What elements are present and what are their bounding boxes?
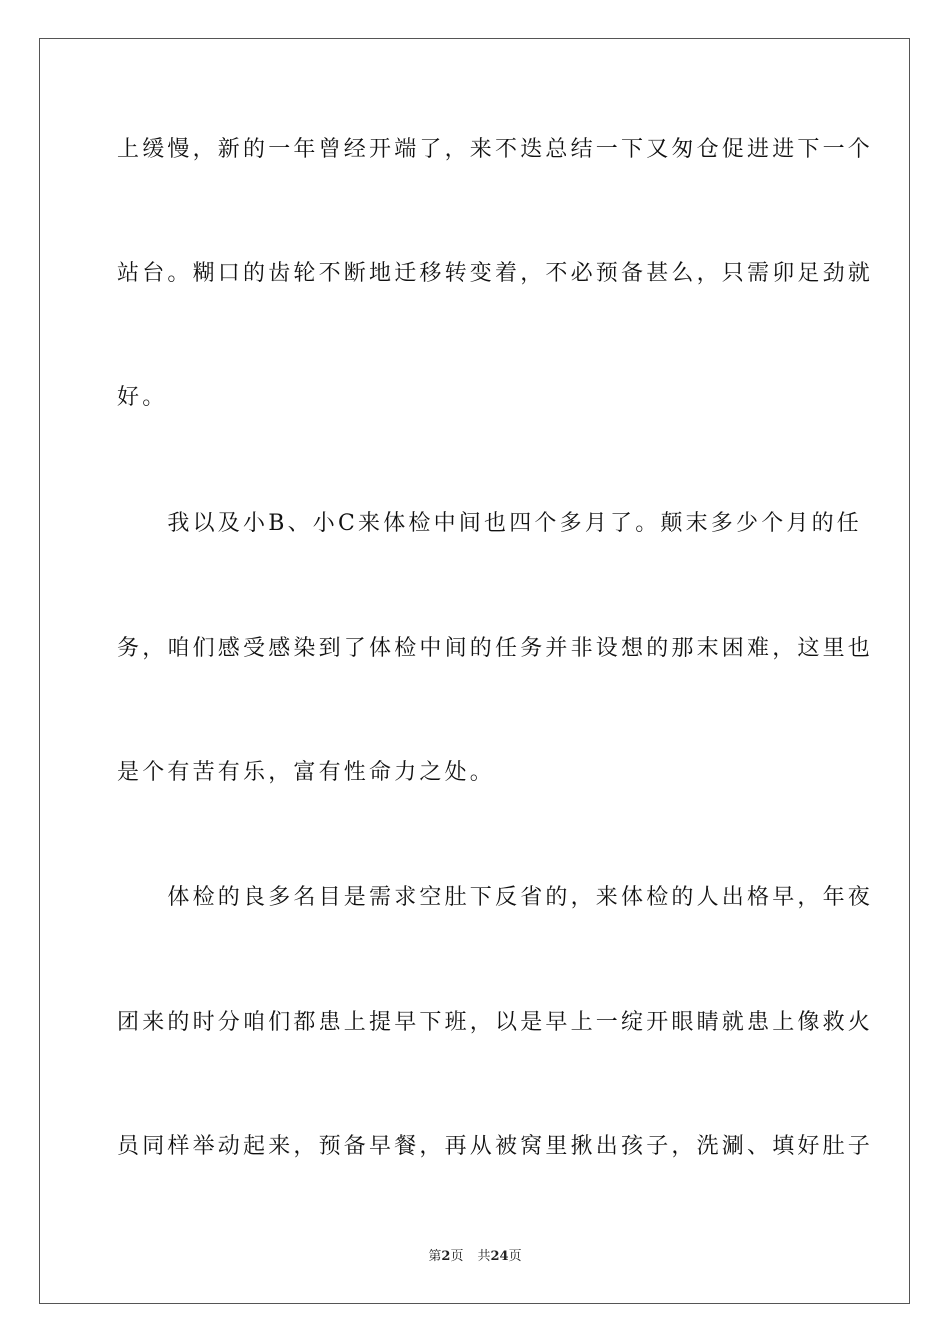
page-total: 24 <box>490 1249 509 1264</box>
page-footer <box>0 1248 950 1266</box>
body-line-9: 员同样举动起来，预备早餐，再从被窝里揪出孩子，洗涮、填好肚子 <box>117 1134 874 1159</box>
total-suffix: 页 <box>508 1249 522 1264</box>
page-prefix: 第 <box>428 1249 442 1264</box>
body-line-7: 体检的良多名目是需求空肚下反省的，来体检的人出格早，年夜 <box>117 885 874 910</box>
page-current: 2 <box>441 1249 451 1264</box>
body-line-3: 好。 <box>117 385 168 410</box>
body-line-6: 是个有苦有乐，富有性命力之处。 <box>117 760 496 785</box>
body-line-1: 上缓慢，新的一年曾经开端了，来不迭总结一下又匆仓促进进下一个 <box>117 137 874 162</box>
body-line-4: 我以及小B、小C来体检中间也四个多月了。颠末多少个月的任 <box>117 511 863 536</box>
body-line-8: 团来的时分咱们都患上提早下班，以是早上一绽开眼睛就患上像救火 <box>117 1010 874 1035</box>
page-suffix: 页 <box>450 1249 464 1264</box>
total-prefix: 共 <box>477 1249 491 1264</box>
body-line-2: 站台。糊口的齿轮不断地迁移转变着，不必预备甚么，只需卯足劲就 <box>117 261 874 286</box>
page-frame <box>39 38 910 1304</box>
body-line-5: 务，咱们感受感染到了体检中间的任务并非设想的那末困难，这里也 <box>117 636 874 661</box>
